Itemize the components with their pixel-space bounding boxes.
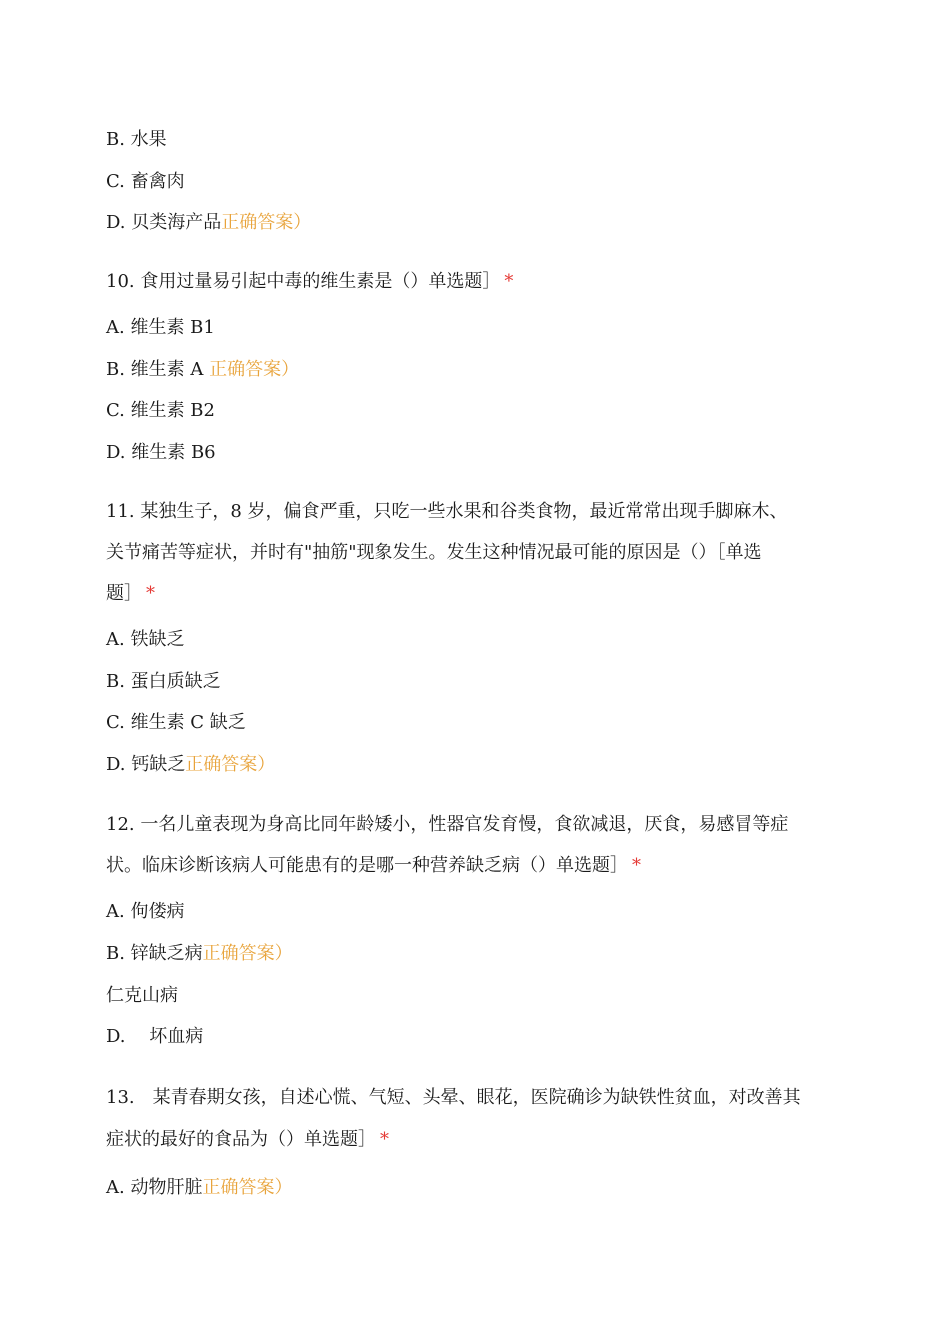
q13-required-star: * <box>380 1129 389 1150</box>
q9-option-c: C. 畜禽肉 <box>106 171 185 192</box>
q11-correct-answer-mark: 正确答案） <box>185 754 276 775</box>
q10-question-text: 10. 食用过量易引起中毒的维生素是（）单选题］ <box>106 271 501 292</box>
q9-option-d-text: D. 贝类海产品 <box>106 212 222 233</box>
q10-correct-answer-mark: 正确答案） <box>209 359 300 380</box>
q13-option-a-text: A. 动物肝脏 <box>106 1177 203 1198</box>
q11-option-c: C. 维生素 C 缺乏 <box>106 712 246 733</box>
q12-option-d: D. 坏血病 <box>106 1026 204 1047</box>
q12-question-line2-text: 状。临床诊断该病人可能患有的是哪一种营养缺乏病（）单选题］ <box>106 855 628 876</box>
q11-question-line3-text: 题］ <box>106 583 142 604</box>
q12-option-b <box>106 944 293 964</box>
q11-option-b: B. 蛋白质缺乏 <box>106 671 221 692</box>
q10-option-b-text: B. 维生素 A <box>106 359 210 380</box>
q10-option-d: D. 维生素 B6 <box>106 442 216 463</box>
q10-option-b <box>106 360 299 380</box>
q11-option-d <box>106 755 275 775</box>
q12-option-b-text: B. 锌缺乏病 <box>106 943 203 964</box>
q13-option-a <box>106 1178 292 1198</box>
q11-question-line1: 11. 某独生子，8 岁，偏食严重，只吃一些水果和谷类食物，最近常常出现手脚麻木、 <box>106 501 788 522</box>
q12-question-line1: 12. 一名儿童表现为身高比同年龄矮小，性器官发育慢，食欲减退，厌食，易感冒等症 <box>106 814 789 835</box>
q10-required-star: * <box>504 271 514 292</box>
q13-question-line2-text: 症状的最好的食品为（）单选题］ <box>106 1129 376 1150</box>
q13-correct-answer-mark: 正确答案） <box>202 1177 293 1198</box>
q10-option-a: A. 维生素 B1 <box>106 317 215 338</box>
q11-required-star: * <box>146 583 155 604</box>
q9-option-d <box>106 213 311 233</box>
q11-option-a: A. 铁缺乏 <box>106 629 185 650</box>
q10-option-c: C. 维生素 B2 <box>106 400 215 421</box>
q13-question-line2 <box>106 1130 389 1150</box>
q13-question-line1: 13. 某青春期女孩，自述心慌、气短、头晕、眼花，医院确诊为缺铁性贫血，对改善其 <box>106 1087 801 1108</box>
q11-question-line2: 关节痛苦等症状，并时有"抽筋"现象发生。发生这种情况最可能的原因是（）［单选 <box>106 542 762 563</box>
q12-correct-answer-mark: 正确答案） <box>202 943 293 964</box>
q12-question-line2 <box>106 856 641 876</box>
q11-option-d-text: D. 钙缺乏 <box>106 754 186 775</box>
q12-required-star: * <box>632 855 641 876</box>
q9-option-b: B. 水果 <box>106 129 167 150</box>
q10-question <box>106 272 513 292</box>
q12-option-c: 仁克山病 <box>106 985 178 1006</box>
q12-option-a: A. 佝偻病 <box>106 901 185 922</box>
q9-correct-answer-mark: 正确答案） <box>221 212 312 233</box>
q11-question-line3 <box>106 584 155 604</box>
